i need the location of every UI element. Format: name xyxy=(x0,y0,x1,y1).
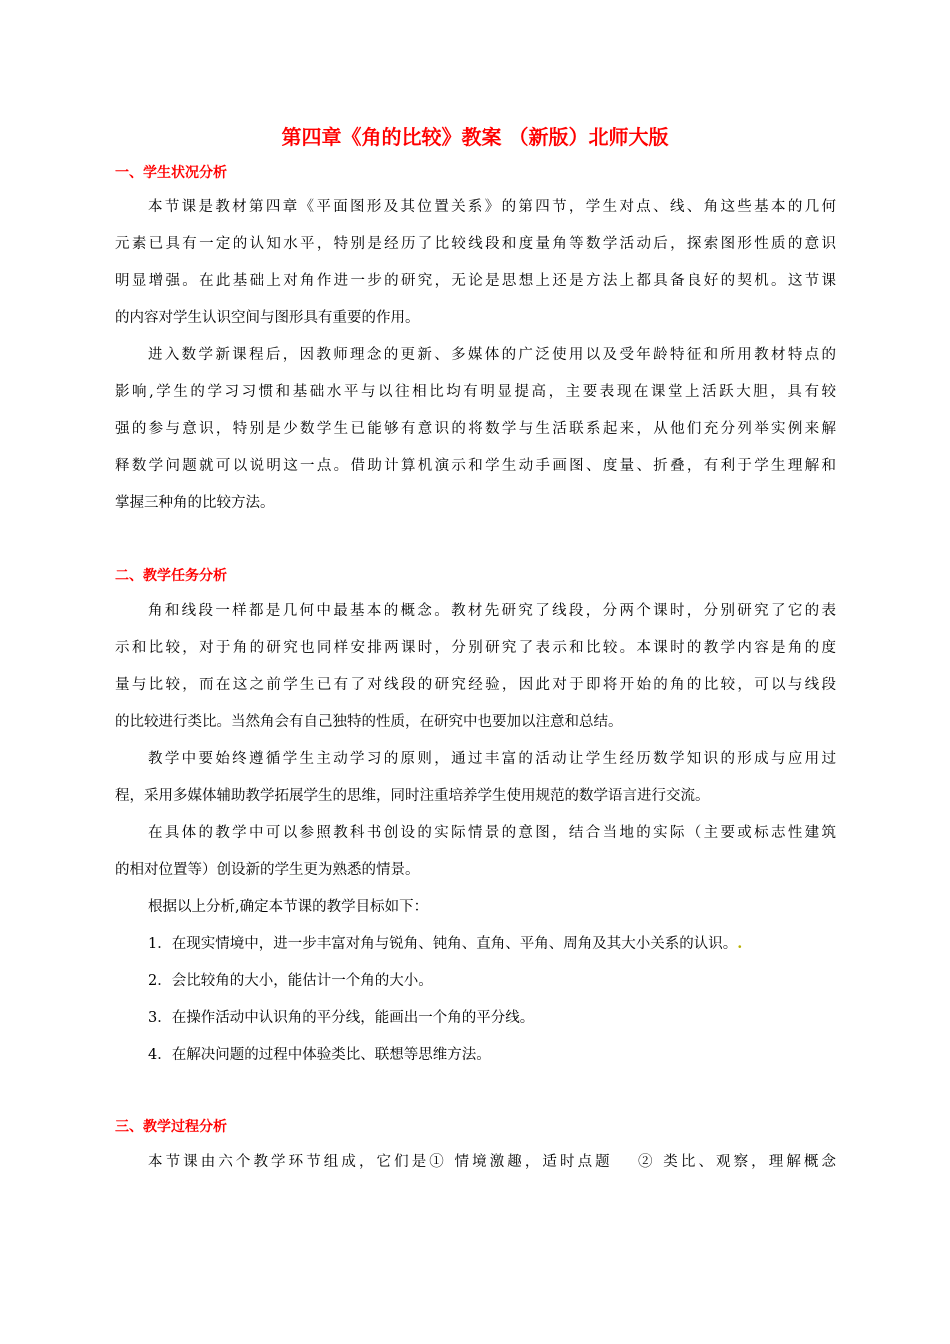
section-heading-task-analysis: 二、教学任务分析 xyxy=(115,568,227,584)
goal-tail-mark: . xyxy=(737,935,743,952)
paragraph-line: 程，采用多媒体辅助教学拓展学生的思维，同时注重培养学生使用规范的数学语言进行交流。 xyxy=(115,788,710,804)
paragraph-line: 的内容对学生认识空间与图形具有重要的作用。 xyxy=(115,310,420,326)
paragraph-line: 角和线段一样都是几何中最基本的概念。教材先研究了线段，分两个课时，分别研究了它的表 xyxy=(148,603,836,619)
goal-item: 3．在操作活动中认识角的平分线，能画出一个角的平分线。 xyxy=(148,1010,535,1026)
section-heading-student-analysis: 一、学生状况分析 xyxy=(115,165,227,181)
paragraph-line: 明显增强。在此基础上对角作进一步的研究，无论是思想上还是方法上都具备良好的契机。这节课 xyxy=(115,273,836,289)
goal-item: 2．会比较角的大小，能估计一个角的大小。 xyxy=(148,973,433,989)
section-heading-process-analysis: 三、教学过程分析 xyxy=(115,1119,227,1135)
paragraph-line: 影响,学生的学习习惯和基础水平与以往相比均有明显提高，主要表现在课堂上活跃大胆，具有较 xyxy=(115,384,836,400)
paragraph-line: 的比较进行类比。当然角会有自己独特的性质，在研究中也要加以注意和总结。 xyxy=(115,714,623,730)
paragraph-line: 在具体的教学中可以参照教科书创设的实际情景的意图，结合当地的实际（主要或标志性建筑 xyxy=(148,825,836,841)
document-title: 第四章《角的比较》教案 （新版）北师大版 xyxy=(281,125,669,149)
paragraph-line: 的相对位置等）创设新的学生更为熟悉的情景。 xyxy=(115,862,420,878)
paragraph-line: 掌握三种角的比较方法。 xyxy=(115,495,275,511)
paragraph-line: 根据以上分析,确定本节课的教学目标如下： xyxy=(148,899,429,915)
paragraph-line: 本节课是教材第四章《平面图形及其位置关系》的第四节，学生对点、线、角这些基本的几何 xyxy=(148,199,836,215)
goal-item: 4．在解决问题的过程中体验类比、联想等思维方法。 xyxy=(148,1047,491,1063)
paragraph-line: 进入数学新课程后，因教师理念的更新、多媒体的广泛使用以及受年龄特征和所用教材特点的 xyxy=(148,347,836,363)
paragraph-line: 强的参与意识，特别是少数学生已能够有意识的将数学与生活联系起来，从他们充分列举实例来解 xyxy=(115,421,836,437)
goal-item xyxy=(148,933,742,955)
paragraph-line: 释数学问题就可以说明这一点。借助计算机演示和学生动手画图、度量、折叠，有利于学生理解和 xyxy=(115,458,836,474)
goal-item-text: 1．在现实情境中，进一步丰富对角与锐角、钝角、直角、平角、周角及其大小关系的认识。 xyxy=(148,936,738,952)
paragraph-line: 本节课由六个教学环节组成，它们是① 情境激趣，适时点题 ② 类比、观察，理解概念 xyxy=(148,1154,836,1170)
paragraph-line: 示和比较，对于角的研究也同样安排两课时，分别研究了表示和比较。本课时的教学内容是角的度 xyxy=(115,640,836,656)
paragraph-line: 元素已具有一定的认知水平，特别是经历了比较线段和度量角等数学活动后，探索图形性质的意识 xyxy=(115,236,836,252)
paragraph-line: 量与比较，而在这之前学生已有了对线段的研究经验，因此对于即将开始的角的比较，可以与线段 xyxy=(115,677,836,693)
paragraph-line: 教学中要始终遵循学生主动学习的原则，通过丰富的活动让学生经历数学知识的形成与应用过 xyxy=(148,751,836,767)
